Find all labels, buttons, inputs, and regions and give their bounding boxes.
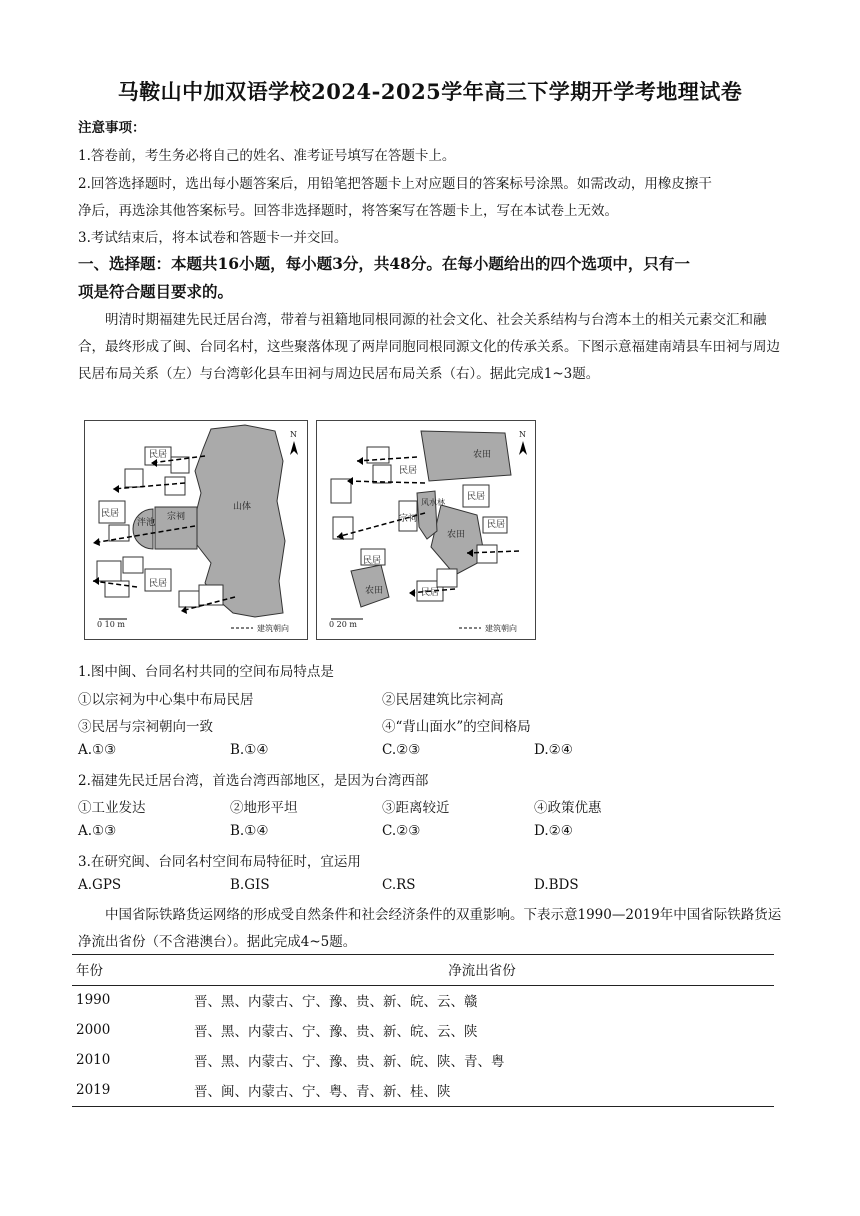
page-title: 马鞍山中加双语学校2024-2025学年高三下学期开学考地理试卷 xyxy=(117,79,743,104)
map-right xyxy=(316,420,536,640)
table-header-row xyxy=(72,955,774,986)
map-label: 民居 xyxy=(399,466,418,476)
data-table xyxy=(72,954,774,1107)
q3-option-b[interactable]: B.GIS xyxy=(230,877,270,893)
north-label: N xyxy=(290,430,297,439)
table-row xyxy=(72,986,774,1017)
scale-label: 0 10 m xyxy=(97,620,125,629)
map-label: 泮池 xyxy=(137,518,156,528)
map-label: 农田 xyxy=(447,530,466,540)
section-heading: 一、选择题：本题共16小题，每小题3分，共48分。在每小题给出的四个选项中，只有一 xyxy=(78,254,690,273)
map-label: 风水林 xyxy=(421,498,445,507)
q2-option-c[interactable]: C.②③ xyxy=(382,823,421,839)
table-cell-provinces: 晋、黑、内蒙古、宁、豫、贵、新、皖、云、陕 xyxy=(194,1024,478,1040)
notice-heading: 注意事项： xyxy=(78,120,146,136)
legend-label: 建筑朝向 xyxy=(485,624,517,633)
map-label: 民居 xyxy=(149,579,168,589)
table-row xyxy=(72,1046,774,1076)
north-arrow-icon xyxy=(290,441,298,455)
map-label: 民居 xyxy=(149,450,168,460)
q1-statement-1: ①以宗祠为中心集中布局民居 xyxy=(78,692,254,708)
table-cell-provinces: 晋、闽、内蒙古、宁、粤、青、新、桂、陕 xyxy=(190,1076,774,1107)
map-label: 民居 xyxy=(101,509,120,519)
north-label: N xyxy=(519,430,526,439)
map-label: 民居 xyxy=(363,556,382,566)
map-label: 农田 xyxy=(473,450,492,460)
table-header: 净流出省份 xyxy=(190,955,774,986)
q1-statement-3: ③民居与宗祠朝向一致 xyxy=(78,719,213,735)
table-header: 年份 xyxy=(72,955,190,986)
passage-2: 中国省际铁路货运网络的形成受自然条件和社会经济条件的双重影响。下表示意1990—2019年中国省际铁路货运净流出省份（不含港澳台）。据此完成4~5题。 xyxy=(78,907,782,950)
map-left xyxy=(84,420,308,640)
table-cell-provinces: 晋、黑、内蒙古、宁、豫、贵、新、皖、陕、青、粤 xyxy=(194,1054,505,1070)
notice-item: 1.答卷前，考生务必将自己的姓名、准考证号填写在答题卡上。 xyxy=(78,148,456,164)
q2-option-b[interactable]: B.①④ xyxy=(230,823,269,839)
q3-option-a[interactable]: A.GPS xyxy=(78,877,122,893)
q2-statement-2: ②地形平坦 xyxy=(230,800,298,816)
q1-option-b[interactable]: B.①④ xyxy=(230,742,269,758)
map-label: 宗祠 xyxy=(399,514,418,524)
legend-label: 建筑朝向 xyxy=(257,624,289,633)
question-1-stem: 1.图中闽、台同名村共同的空间布局特点是 xyxy=(78,664,334,680)
q1-option-a[interactable]: A.①③ xyxy=(78,742,117,758)
table-cell-year: 2010 xyxy=(76,1052,111,1068)
q1-statement-2: ②民居建筑比宗祠高 xyxy=(382,692,504,708)
q2-statement-3: ③距离较近 xyxy=(382,800,450,816)
table-row xyxy=(72,1016,774,1046)
q3-option-c[interactable]: C.RS xyxy=(382,877,416,893)
table-cell-year: 1990 xyxy=(76,992,111,1008)
q2-statement-1: ①工业发达 xyxy=(78,800,146,816)
table-row xyxy=(72,1076,774,1107)
notice-item: 3.考试结束后，将本试卷和答题卡一并交回。 xyxy=(78,230,348,246)
q1-option-c[interactable]: C.②③ xyxy=(382,742,421,758)
map-label: 山体 xyxy=(233,502,252,512)
section-heading-cont: 项是符合题目要求的。 xyxy=(78,282,234,301)
q2-option-d[interactable]: D.②④ xyxy=(534,823,573,839)
q1-statement-4: ④“背山面水”的空间格局 xyxy=(382,719,531,735)
q2-option-a[interactable]: A.①③ xyxy=(78,823,117,839)
question-3-stem: 3.在研究闽、台同名村空间布局特征时，宜运用 xyxy=(78,854,361,870)
map-label: 农田 xyxy=(365,586,384,596)
table-cell-year: 2000 xyxy=(76,1022,111,1038)
q3-option-d[interactable]: D.BDS xyxy=(534,877,579,893)
question-2-stem: 2.福建先民迁居台湾，首选台湾西部地区，是因为台湾西部 xyxy=(78,773,429,789)
map-label: 宗祠 xyxy=(167,512,186,522)
map-label: 民居 xyxy=(421,588,440,598)
map-label: 民居 xyxy=(487,520,506,530)
table-cell-provinces: 晋、黑、内蒙古、宁、豫、贵、新、皖、云、赣 xyxy=(194,994,478,1010)
notice-item: 净后，再选涂其他答案标号。回答非选择题时，将答案写在答题卡上，写在本试卷上无效。 xyxy=(78,203,618,219)
q2-statement-4: ④政策优惠 xyxy=(534,800,602,816)
map-label: 民居 xyxy=(467,492,486,502)
scale-label: 0 20 m xyxy=(329,620,357,629)
table-cell-year: 2019 xyxy=(72,1076,190,1107)
passage-1: 明清时期福建先民迁居台湾，带着与祖籍地同根同源的社会文化、社会关系结构与台湾本土的相关元素交汇和融合，最终形成了闽、台同名村，这些聚落体现了两岸同胞同根同源文化的传承关系。下图示意福建南靖县车田祠与周边民居布局关系（左）与台湾彰化县车田祠与周边民居布局关系（右）。据此完成1~3题。 xyxy=(78,312,780,382)
q1-option-d[interactable]: D.②④ xyxy=(534,742,573,758)
notice-item: 2.回答选择题时，选出每小题答案后，用铅笔把答题卡上对应题目的答案标号涂黑。如需改动，用橡皮擦干 xyxy=(78,176,712,192)
north-arrow-icon xyxy=(519,441,527,455)
